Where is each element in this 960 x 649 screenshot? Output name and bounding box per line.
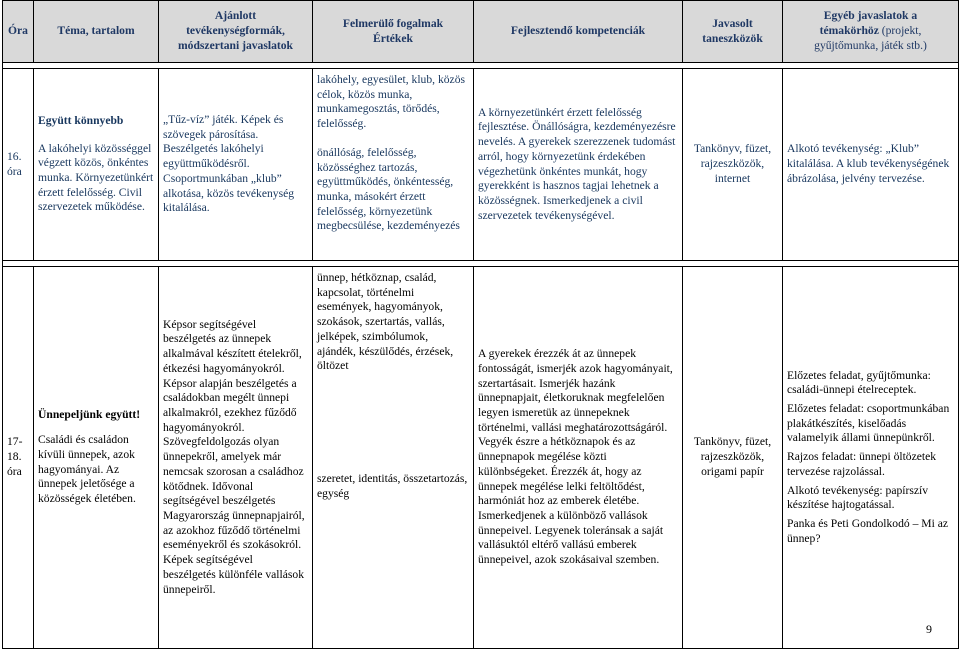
header-other: Egyéb javaslatok a témakörhöz (projekt, gyűjtőmunka, játék stb.)	[783, 1, 959, 63]
lesson-number: 17- 18. óra	[3, 267, 34, 649]
header-ora: Óra	[3, 1, 34, 63]
concepts-cell	[313, 267, 474, 649]
table-row	[3, 267, 959, 649]
competencies-cell: A gyerekek érezzék át az ünnepek fontosságát, ismerjék azok hagyományait, szertartásait. Ismerjék hazánk ünnepnapjait, életkoruknak megfelelően legyen ismeretük az ünnepeknek történelmi, vallási meghatározottságáról. Vegyék észre a hétköznapok és az ünnepnapok megélése közti különbségeket. Érezzék át, hogy az ünnepek megélése lelki feltöltődést, harmóniát hoz az emberek életébe. Ismerkedjenek a különböző vallások ünnepeivel. Legyenek toleránsak a saját vallásuktól eltérő vallású emberek ünnepeivel, azok szokásaival szemben.	[474, 267, 683, 649]
competencies-cell: A környezetünkért érzett felelősség fejlesztése. Önállóságra, kezdeményezésre nevelés. A gyerekek szerezzenek tudomást arról, hogy környezetünk érdekében végezhetünk önkéntes munkát, hogy gyerekként is hasznos tagjai lehetnek a közösségnek. Ismerkedjenek a civil szervezetek tevékenységével.	[474, 69, 683, 261]
topic-title: Együtt könnyebb	[38, 113, 124, 127]
topic-text: A lakóhelyi közösséggel végzett közös, önkéntes munka. Környezetünkért érzett felelősség. Civil szervezetek működése.	[38, 141, 154, 214]
activities-cell: „Tűz-víz” játék. Képek és szövegek párosítása. Beszélgetés lakóhelyi együttműködésről. Csoportmunkában „klub” alkotása, közös tevékenység kitalálása.	[159, 69, 313, 261]
other-cell: Alkotó tevékenység: „Klub” kitalálása. A klub tevékenységének ábrázolása, jelvény tervezése.	[783, 69, 959, 261]
table-row	[3, 69, 959, 261]
tools-cell: Tankönyv, füzet, rajzeszközök, internet	[683, 69, 783, 261]
concepts-text: ünnep, hétköznap, család, kapcsolat, történelmi események, hagyományok, szokások, szertartás, vallás, jelképek, szimbólumok, ajándék, készülődés, érzések, öltözet	[317, 271, 454, 373]
lesson-number: 16. óra	[3, 69, 34, 261]
concepts-text: lakóhely, egyesület, klub, közös célok, közös munka, munkamegosztás, törődés, felelősség.	[317, 73, 466, 131]
lesson-plan-table	[2, 0, 959, 649]
values-text: önállóság, felelősség, közösséghez tartozás, együttműködés, önkéntesség, munka, másokért érzett felelősség, környezetünk megbecsülése, kezdeményezés	[317, 145, 460, 233]
concepts-cell	[313, 69, 474, 261]
values-text: szeretet, identitás, összetartozás, egység	[317, 472, 468, 500]
page-number: 9	[926, 622, 932, 636]
header-topic: Téma, tartalom	[34, 1, 159, 63]
header-row	[3, 1, 959, 63]
header-activities: Ajánlott tevékenységformák, módszertani javaslatok	[159, 1, 313, 63]
topic-title: Ünnepeljünk együtt!	[38, 408, 141, 422]
activities-cell: Képsor segítségével beszélgetés az ünnepek alkalmával készített ételekről, étkezési hagyományokról. Képsor alapján beszélgetés a családokban megélt ünnepi alkalmakról, ezekhez fűződő hagyományokról. Szövegfeldolgozás olyan ünnepekről, amelyek már nemcsak szorosan a családhoz kötődnek. Idővonal segítségével beszélgetés Magyarország ünnepnapjairól, az azokhoz fűződő történelmi eseményekről és szokásokról. Képek segítségével beszélgetés különféle vallások ünnepeiről.	[159, 267, 313, 649]
other-cell: Előzetes feladat, gyűjtőmunka: családi-ünnepi ételreceptek. Előzetes feladat: csoportmunkában plakátkészítés, kiselőadás valamelyik állami ünnepünkről. Rajzos feladat: ünnepi öltözetek tervezése rajzolással. Alkotó tevékenység: papírszív készítése hajtogatással. Panka és Peti Gondolkodó – Mi az ünnep?	[783, 267, 959, 649]
tools-cell: Tankönyv, füzet, rajzeszközök, origami papír	[683, 267, 783, 649]
topic-cell	[34, 69, 159, 261]
header-tools: Javasolt taneszközök	[683, 1, 783, 63]
topic-cell	[34, 267, 159, 649]
header-concepts: Felmerülő fogalmak Értékek	[313, 1, 474, 63]
topic-text: Családi és családon kívüli ünnepek, azok hagyományai. Az ünnepek jeletősége a közösségek életében.	[38, 433, 136, 505]
header-competencies: Fejlesztendő kompetenciák	[474, 1, 683, 63]
